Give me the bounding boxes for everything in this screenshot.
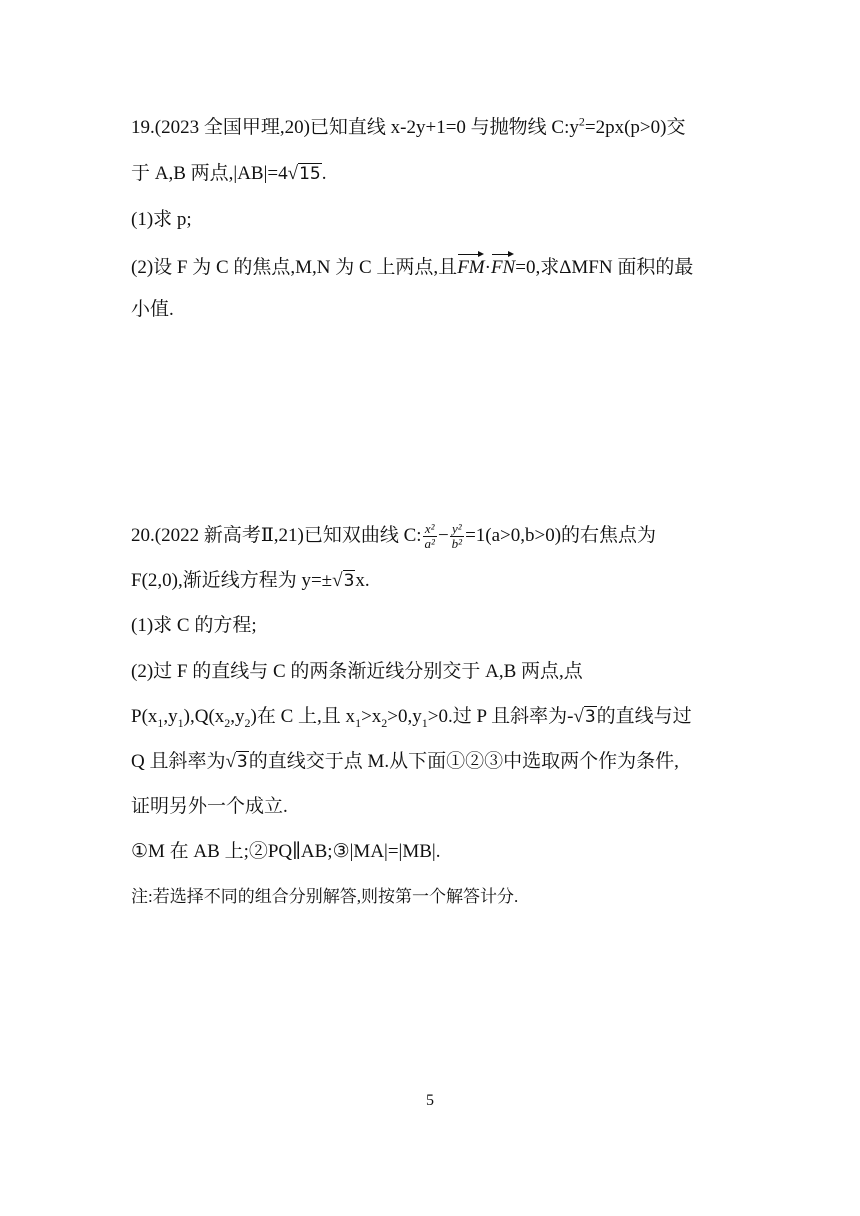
q20-text: 20.(2022 新高考Ⅱ,21)已知双曲线 C:	[131, 524, 422, 546]
q20-text: (2)过 F 的直线与 C 的两条渐近线分别交于 A,B 两点,点	[131, 661, 583, 682]
radicand: 3	[236, 752, 248, 772]
dot-operator: ·	[484, 257, 491, 278]
q19-text: .	[321, 163, 327, 184]
q20-part-2	[131, 660, 583, 684]
q20-text: )在 C 上,且 x	[250, 706, 356, 727]
q19-text: 于 A,B 两点,|AB|=4	[131, 163, 288, 184]
q20-text: 的直线交于点 M.从下面①②③中选取两个作为条件,	[248, 751, 679, 772]
sqrt-expression: √15	[287, 163, 321, 184]
q19-text: =0,求ΔMFN 面积的最	[515, 257, 694, 278]
q20-text: 的直线与过	[596, 706, 692, 727]
q20-text: ,y	[230, 706, 245, 727]
fraction-x2-a2	[423, 522, 437, 551]
q20-part-1	[131, 614, 257, 638]
subscript: 2	[224, 715, 231, 730]
q20-note	[131, 885, 518, 909]
q20-text: ,y	[163, 706, 178, 727]
q19-line-2	[131, 162, 326, 186]
sqrt-expression: √3	[573, 706, 596, 727]
q20-text: x.	[355, 570, 370, 591]
q20-text: >x	[361, 706, 382, 727]
denominator: a²	[424, 536, 435, 551]
sqrt-expression: √3	[225, 751, 248, 772]
radicand: 15	[299, 164, 321, 184]
q20-part-2-line-3	[131, 750, 679, 774]
subscript: 1	[157, 715, 164, 730]
q20-line-2	[131, 569, 370, 593]
subscript: 1	[177, 715, 184, 730]
q20-text: =1(a>0,b>0)的右焦点为	[465, 524, 657, 546]
q19-text: 小值.	[131, 299, 174, 320]
q20-part-2-line-2	[131, 705, 692, 729]
q19-part-2	[131, 254, 693, 280]
radicand: 3	[584, 707, 596, 727]
minus-sign: −	[437, 524, 449, 546]
q19-text: =2px(p>0)交	[584, 117, 686, 138]
q20-conditions	[131, 840, 440, 864]
q20-text: P(x	[131, 706, 158, 727]
subscript: 2	[244, 715, 251, 730]
denominator: b²	[451, 536, 463, 551]
subscript: 1	[421, 715, 428, 730]
subscript: 1	[355, 715, 362, 730]
q20-text: Q 且斜率为	[131, 751, 226, 772]
q19-text: 19.(2023 全国甲理,20)已知直线 x-2y+1=0 与抛物线 C:y	[131, 117, 579, 138]
subscript: 2	[381, 715, 388, 730]
radicand: 3	[343, 571, 355, 591]
q20-text: >0.过 P 且斜率为-	[427, 706, 574, 727]
note-text: 注:若选择不同的组合分别解答,则按第一个解答计分.	[131, 887, 519, 906]
q19-line-1	[131, 116, 685, 140]
q20-part-2-line-4	[131, 795, 288, 819]
q19-text: (1)求 p;	[131, 209, 192, 230]
numerator: y²	[450, 522, 464, 537]
q19-exponent: 2	[578, 114, 585, 129]
q20-text: 证明另外一个成立.	[131, 796, 288, 817]
fraction-y2-b2	[450, 522, 464, 551]
q19-part-1	[131, 208, 192, 232]
sqrt-expression: √3	[332, 570, 355, 591]
q20-text: (1)求 C 的方程;	[131, 615, 257, 636]
q20-line-1	[131, 522, 656, 551]
numerator: x²	[423, 522, 437, 537]
q19-part-2-cont	[131, 298, 174, 322]
vector-fm: FM	[457, 254, 484, 280]
q20-text: F(2,0),渐近线方程为 y=±	[131, 570, 333, 591]
page-number: 5	[426, 1092, 434, 1109]
q20-text: >0,y	[387, 706, 422, 727]
q19-text: (2)设 F 为 C 的焦点,M,N 为 C 上两点,且	[131, 257, 458, 278]
vector-fn: FN	[491, 254, 515, 280]
q20-text: ),Q(x	[183, 706, 225, 727]
q20-text: ①M 在 AB 上;②PQ∥AB;③|MA|=|MB|.	[131, 841, 441, 862]
